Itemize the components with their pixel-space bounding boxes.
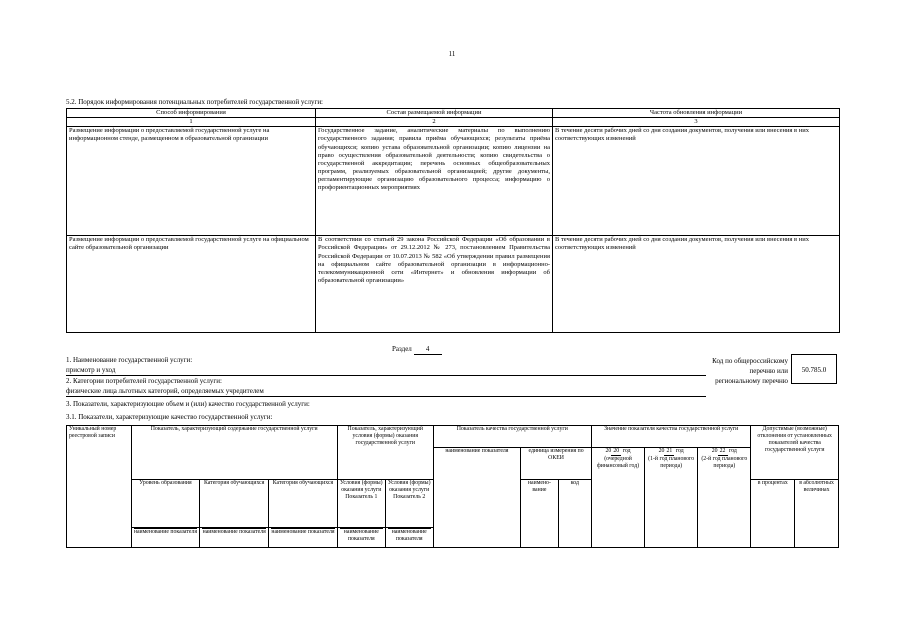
section-5-2-title: 5.2. Порядок информирования потенциальных потребителей государственной услуги: (66, 98, 324, 106)
table-row (67, 127, 840, 236)
code-value-box: 50.785.0 (791, 354, 837, 384)
code-label-line: Код по общероссийскому (712, 357, 788, 365)
col-number: 3 (553, 118, 840, 127)
year3-header (698, 448, 751, 548)
year-note: (очередной финансовый год) (596, 456, 640, 470)
conditions-header: Показатель, характеризующий условия (формы) оказания государственной услуги (337, 426, 433, 480)
naming-caption-text: наименование показателя (133, 529, 198, 535)
unit-header: единица измерения по ОКЕИ (521, 448, 592, 480)
code-label-line: перечню или (749, 367, 788, 375)
year2-header (645, 448, 698, 548)
naming-caption (337, 528, 385, 548)
content-col-3 (269, 480, 338, 528)
frequency-cell: В течение десяти рабочих дней со дня создания документов, получения или внесения в них соответствующих изменений (553, 236, 840, 333)
in-absolute-header: в абсолютных величинах (795, 480, 839, 548)
year1-header (591, 448, 644, 548)
indicators-label: 3. Показатели, характеризующие объем и (или) качество государственной услуги: (66, 400, 310, 408)
code-label-line: региональному перечню (715, 377, 788, 385)
naming-caption-text: наименование показателя (271, 529, 335, 535)
header-method: Способ информирования (67, 109, 316, 118)
year-suffix: 20 (611, 448, 621, 456)
quality-label: 3.1. Показатели, характеризующие качество государственной услуги: (66, 413, 273, 421)
year-word: год (622, 448, 631, 454)
service-name-value: присмотр и уход (66, 366, 706, 376)
service-name-label: 1. Наименование государственной услуги: (66, 356, 193, 364)
in-percent-header: в процентах (751, 480, 795, 548)
condition-col-2 (385, 480, 433, 528)
content-col-label: Категория обучающихся (272, 480, 334, 486)
quality-table (66, 425, 839, 548)
year-word: год (728, 448, 737, 454)
content-col-label: Уровень образования (139, 480, 192, 486)
section-label: Раздел (392, 345, 412, 353)
info-table (66, 108, 840, 333)
indicator-name-header: наименование показателя (433, 448, 521, 548)
condition-col-label: Условия (формы) оказания услуги Показатель 1 (339, 480, 383, 501)
content-cell: В соответствии со статьей 29 закона Российской Федерации «Об образовании в Российской Федерации» от 29.12.2012 № 273, постановлением Правительства Российской Федерации от 10.07.2013 № 582 «Об утверждении правил размещения на официальном сайте образовательной организации в информационно-телекоммуникационной сети «Интернет» и обновления информации об образовательной организации» (316, 236, 553, 333)
year-prefix: 20 (658, 448, 665, 454)
deviations-header: Допустимые (возможные) отклонения от установленных показателей качества государственной услуги (751, 426, 839, 480)
unit-name-header: наимено-вание (521, 480, 559, 548)
header-frequency: Частота обновления информации (553, 109, 840, 118)
content-col-1 (131, 480, 200, 528)
section-number: 4 (414, 345, 442, 355)
year-suffix: 21 (664, 448, 674, 456)
naming-caption (131, 528, 200, 548)
condition-col-1 (337, 480, 385, 528)
consumers-label: 2. Категории потребителей государственной услуги: (66, 377, 222, 385)
quality-header: Показатель качества государственной услуги (433, 426, 591, 448)
col-number: 2 (316, 118, 553, 127)
code-label (640, 356, 788, 386)
year-prefix: 20 (711, 448, 718, 454)
content-header: Показатель, характеризующий содержание государственной услуги (131, 426, 337, 480)
naming-caption-text: наименование показателя (388, 528, 431, 543)
content-col-2 (200, 480, 269, 528)
year-suffix: 22 (718, 448, 728, 456)
method-cell: Размещение информации о предоставляемой государственной услуге на официальном сайте образовательной организации (67, 236, 316, 333)
year-note: (2-й год планового периода) (701, 456, 748, 470)
values-header: Значение показателя качества государственной услуги (591, 426, 750, 448)
content-col-label: Категория обучающихся (203, 480, 265, 486)
naming-caption (269, 528, 338, 548)
unit-code-header: код (558, 480, 591, 548)
naming-caption (385, 528, 433, 548)
unique-number-header: Уникальный номер реестровой записи (67, 426, 132, 548)
col-number: 1 (67, 118, 316, 127)
frequency-cell: В течение десяти рабочих дней со дня создания документов, получения или внесения в них соответствующих изменений (553, 127, 840, 236)
year-note: (1-й год планового периода) (648, 456, 695, 470)
naming-caption (200, 528, 269, 548)
condition-col-label: Условия (формы) оказания услуги Показатель 2 (387, 480, 431, 501)
method-cell: Размещение информации о предоставляемой государственной услуге на информационном стенде, размещенном в образовательной организации (67, 127, 316, 236)
naming-caption-text: наименование показателя (202, 529, 266, 535)
page-number: 11 (448, 50, 456, 58)
content-cell: Государственное задание, аналитические материалы по выполнению государственного задания; правила приёма обучающихся; результаты приёма обучающихся; копию устава образовательной организации; копию лицензии на право осуществления образовательной деятельности; копию свидетельства о государственной аккредитации; перечень основных общеобразовательных программ, реализуемых образовательной организацией; другие документы, регламентирующие организацию образовательного процесса; информацию о профориентационных мероприятиях (316, 127, 553, 236)
naming-caption-text: наименование показателя (340, 528, 383, 543)
year-prefix: 20 (605, 448, 612, 454)
consumers-value: физические лица льготных категорий, определяемых учредителем (66, 387, 706, 397)
header-content: Состав размещаемой информации (316, 109, 553, 118)
table-row (67, 236, 840, 333)
year-word: год (675, 448, 684, 454)
section-heading (392, 345, 442, 355)
